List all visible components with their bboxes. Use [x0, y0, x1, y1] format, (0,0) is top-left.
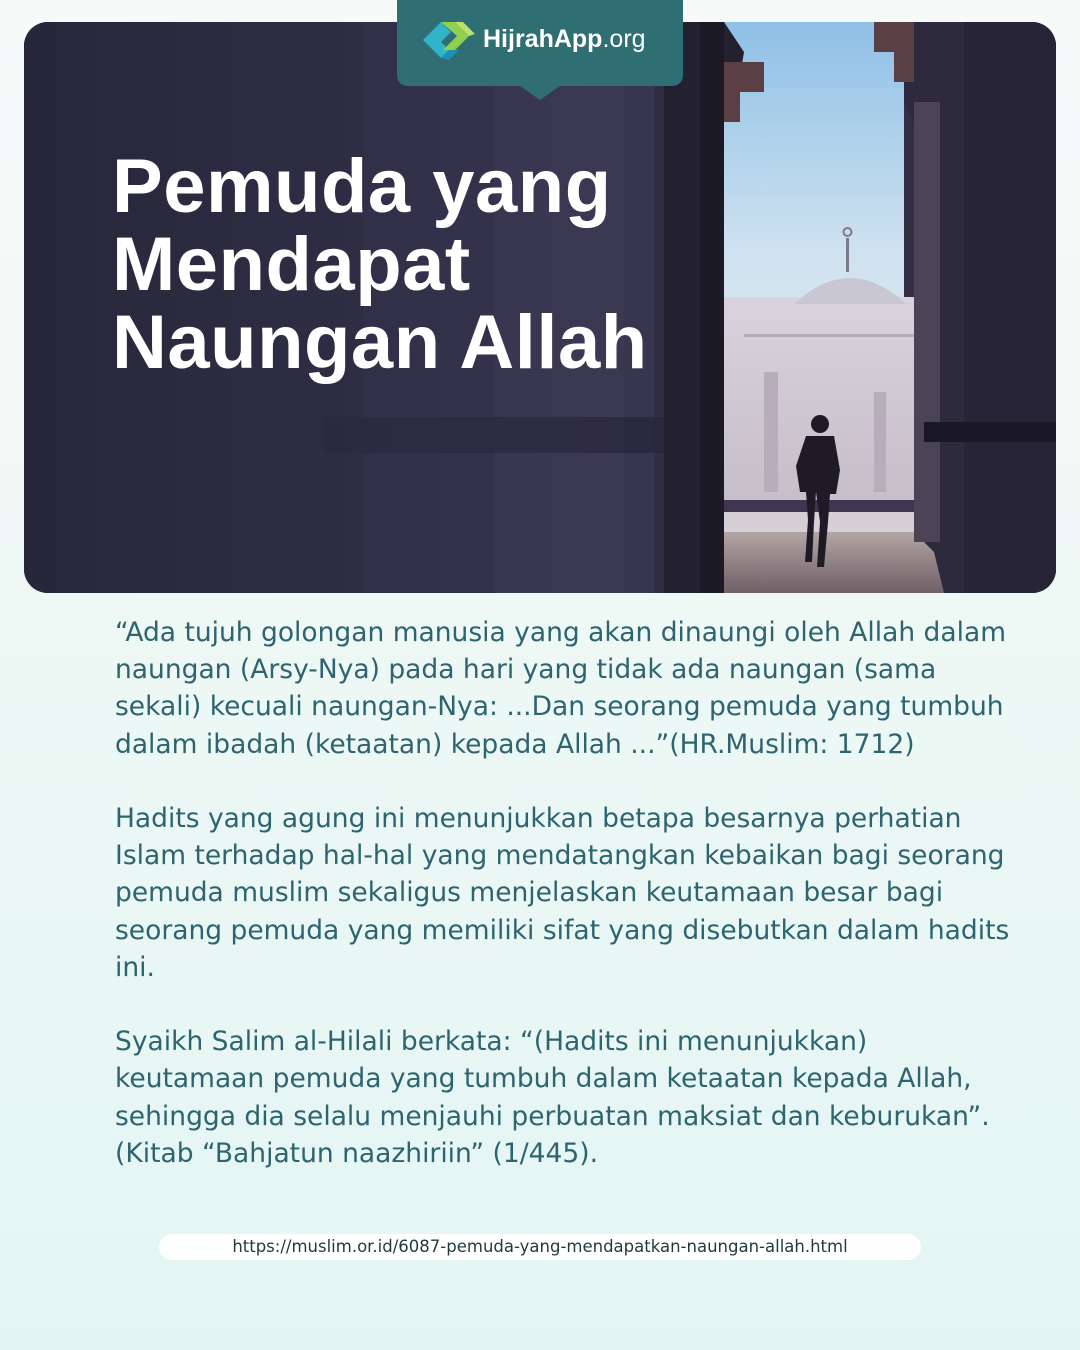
paragraph-hadith-quote: “Ada tujuh golongan manusia yang akan dinaungi oleh Allah dalam naungan (Arsy-Nya) pada hari yang tidak ada naungan (sama sekali) kecuali naungan-Nya: ...Dan seorang pemuda yang tumbuh dalam ibadah (ketaatan) kepada Allah ...”(HR.Muslim: 1712): [115, 617, 1007, 760]
hero-image-card: [24, 22, 1056, 593]
source-url[interactable]: https://muslim.or.id/6087-pemuda-yang-mendapatkan-naungan-allah.html: [159, 1234, 921, 1260]
brand-name-part3: .org: [602, 25, 646, 53]
paragraph-explanation: Hadits yang agung ini menunjukkan betapa besarnya perhatian Islam terhadap hal-hal yang mendatangkan kebaikan bagi seorang pemuda muslim sekaligus menjelaskan keutamaan besar bagi seorang pemuda yang memiliki sifat yang disebutkan dalam hadits ini.: [115, 803, 1010, 983]
brand-name-part2: App: [553, 25, 603, 53]
hero-title: Pemuda yang Mendapat Naungan Allah: [112, 144, 648, 385]
hijrahapp-logo-icon: [419, 10, 477, 70]
brand-name: [483, 24, 646, 54]
brand-tab[interactable]: [397, 0, 683, 100]
article-body: [115, 614, 1015, 1172]
brand-name-part1: Hijrah: [483, 25, 554, 53]
paragraph-scholar-quote: Syaikh Salim al-Hilali berkata: “(Hadits ini menunjukkan) keutamaan pemuda yang tumbuh dalam ketaatan kepada Allah, sehingga dia selalu menjauhi perbuatan maksiat dan keburukan”. (Kitab “Bahjatun naazhiriin” (1/445).: [115, 1026, 990, 1169]
